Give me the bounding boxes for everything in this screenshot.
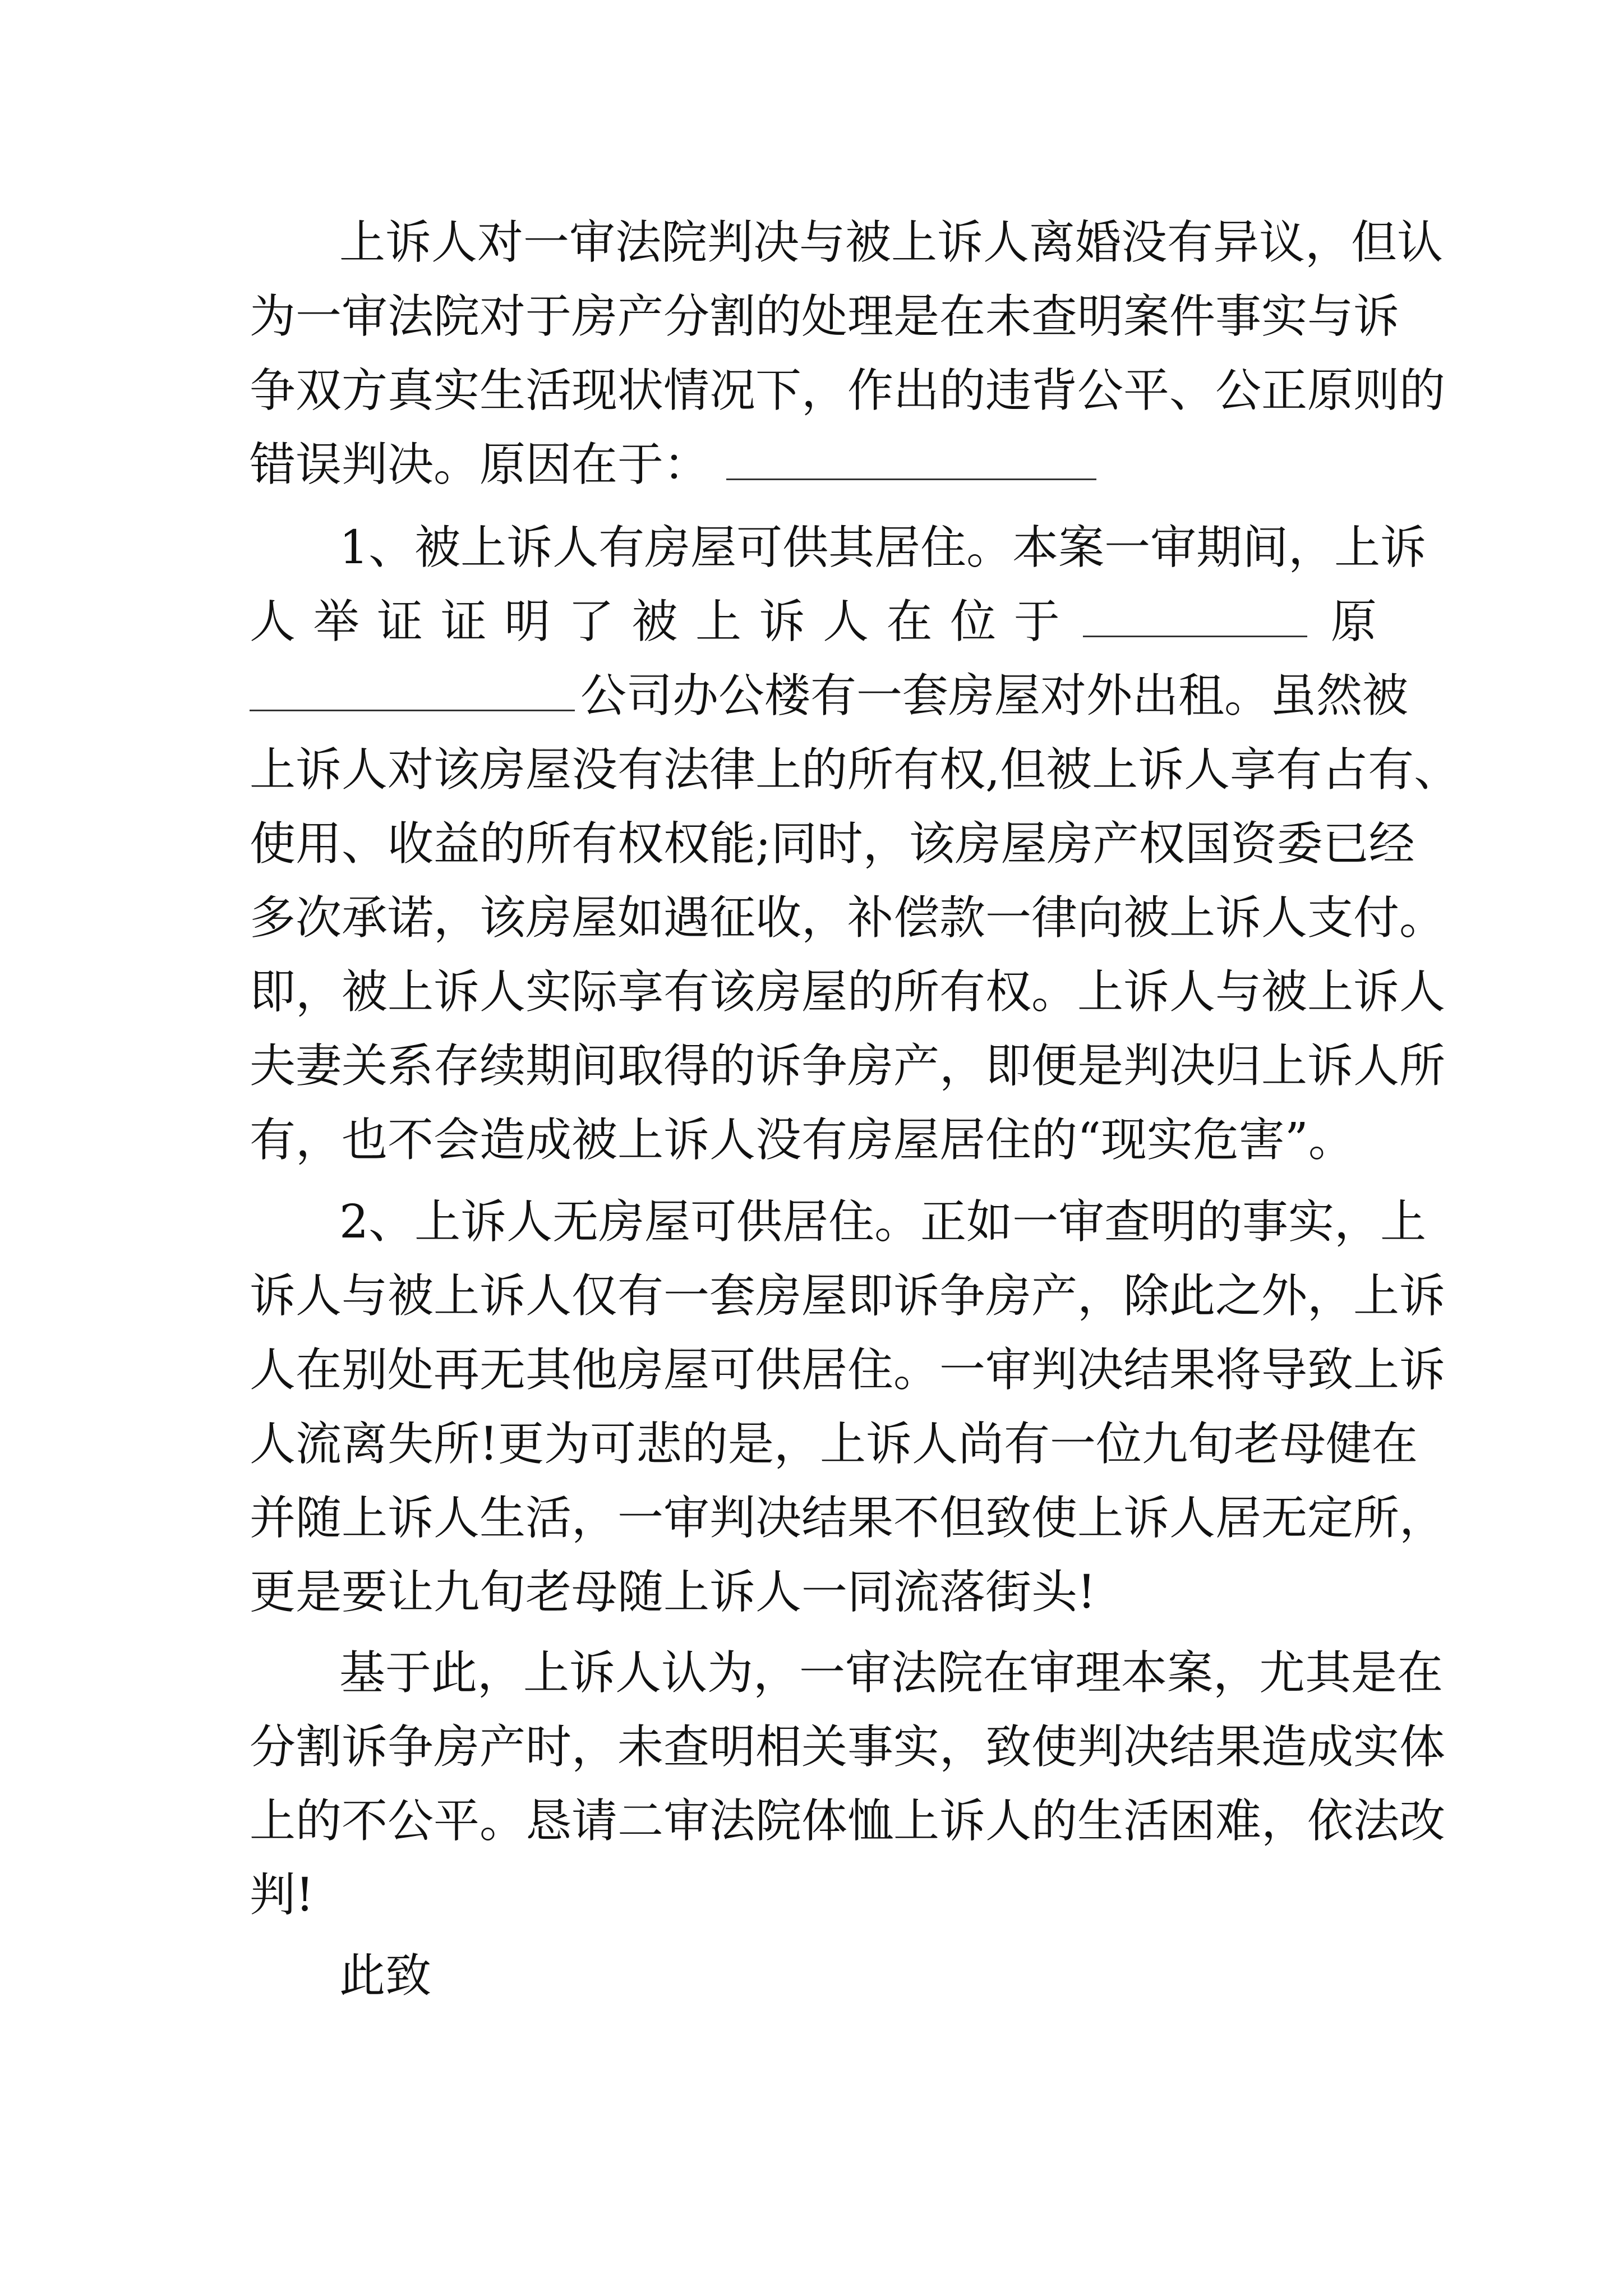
para2-line1: 1、被上诉人有房屋可供其居住。本案一审期间，上诉 [339,521,1427,574]
para3-line5: 并随上诉人生活，一审判决结果不但致使上诉人居无定所， [250,1492,1446,1545]
para2-char: 证 [377,595,423,648]
para2-char: 举 [313,595,359,648]
para2-char: 证 [440,595,487,648]
para2-line9: 有，也不会造成被上诉人没有房屋居住的“现实危害”。 [250,1114,1354,1167]
para2-line3-text: 公司办公楼有一套房屋对外出租。虽然被 [580,669,1409,723]
para1-line1: 上诉人对一审法院判决与被上诉人离婚没有异议，但认 [339,216,1444,269]
para3-line6: 更是要让九旬老母随上诉人一同流落街头! [250,1566,1096,1619]
para2-char: 诉 [759,595,805,648]
para4-line3: 上的不公平。恳请二审法院体恤上诉人的生活困难，依法改 [250,1795,1446,1848]
para2-line3 [250,660,1409,733]
closing-salutation: 此致 [339,1949,432,2003]
para2-line4: 上诉人对该房屋没有法律上的所有权,但被上诉人享有占有、 [250,743,1460,797]
para1-line2: 为一审法院对于房产分割的处理是在未查明案件事实与诉 [250,290,1400,343]
para2-char: 被 [631,595,678,648]
para2-char: 人 [823,595,869,648]
para2-char: 人 [250,595,296,648]
para1-line4-text: 错误判决。原因在于： [250,438,710,491]
para4-line4: 判! [250,1869,314,1922]
para4-line1: 基于此，上诉人认为，一审法院在审理本案，尤其是在 [339,1646,1444,1700]
para2-line5: 使用、收益的所有权权能;同时，该房屋房产权国资委已经 [250,817,1415,871]
para2-line8: 夫妻关系存续期间取得的诉争房产，即便是判决归上诉人所 [250,1039,1446,1093]
para1-line3: 争双方真实生活现状情况下，作出的违背公平、公正原则的 [250,364,1446,417]
para3-line3: 人在别处再无其他房屋可供居住。一审判决结果将导致上诉 [250,1343,1446,1397]
para2-char: 原 [1330,595,1377,648]
para2-line7: 即，被上诉人实际享有该房屋的所有权。上诉人与被上诉人 [250,965,1446,1019]
para2-line6: 多次承诺，该房屋如遇征收，补偿款一律向被上诉人支付。 [250,891,1446,945]
fill-in-blank[interactable] [726,438,1096,480]
para2-char: 位 [950,595,997,648]
para3-line2: 诉人与被上诉人仅有一套房屋即诉争房产，除此之外，上诉 [250,1269,1446,1323]
para3-line4: 人流离失所!更为可悲的是，上诉人尚有一位九旬老母健在 [250,1418,1418,1471]
para1-line4 [250,429,1377,501]
para2-char: 明 [504,595,551,648]
fill-in-blank[interactable] [1083,595,1307,637]
para2-char: 于 [1013,595,1060,648]
para2-line2 [250,586,1377,659]
para2-char: 在 [886,595,933,648]
fill-in-blank[interactable] [250,669,575,711]
para2-char: 了 [568,595,614,648]
para4-line2: 分割诉争房产时，未查明相关事实，致使判决结果造成实体 [250,1720,1446,1774]
para3-line1: 2、上诉人无房屋可供居住。正如一审查明的事实，上 [339,1195,1427,1249]
para2-char: 上 [695,595,741,648]
